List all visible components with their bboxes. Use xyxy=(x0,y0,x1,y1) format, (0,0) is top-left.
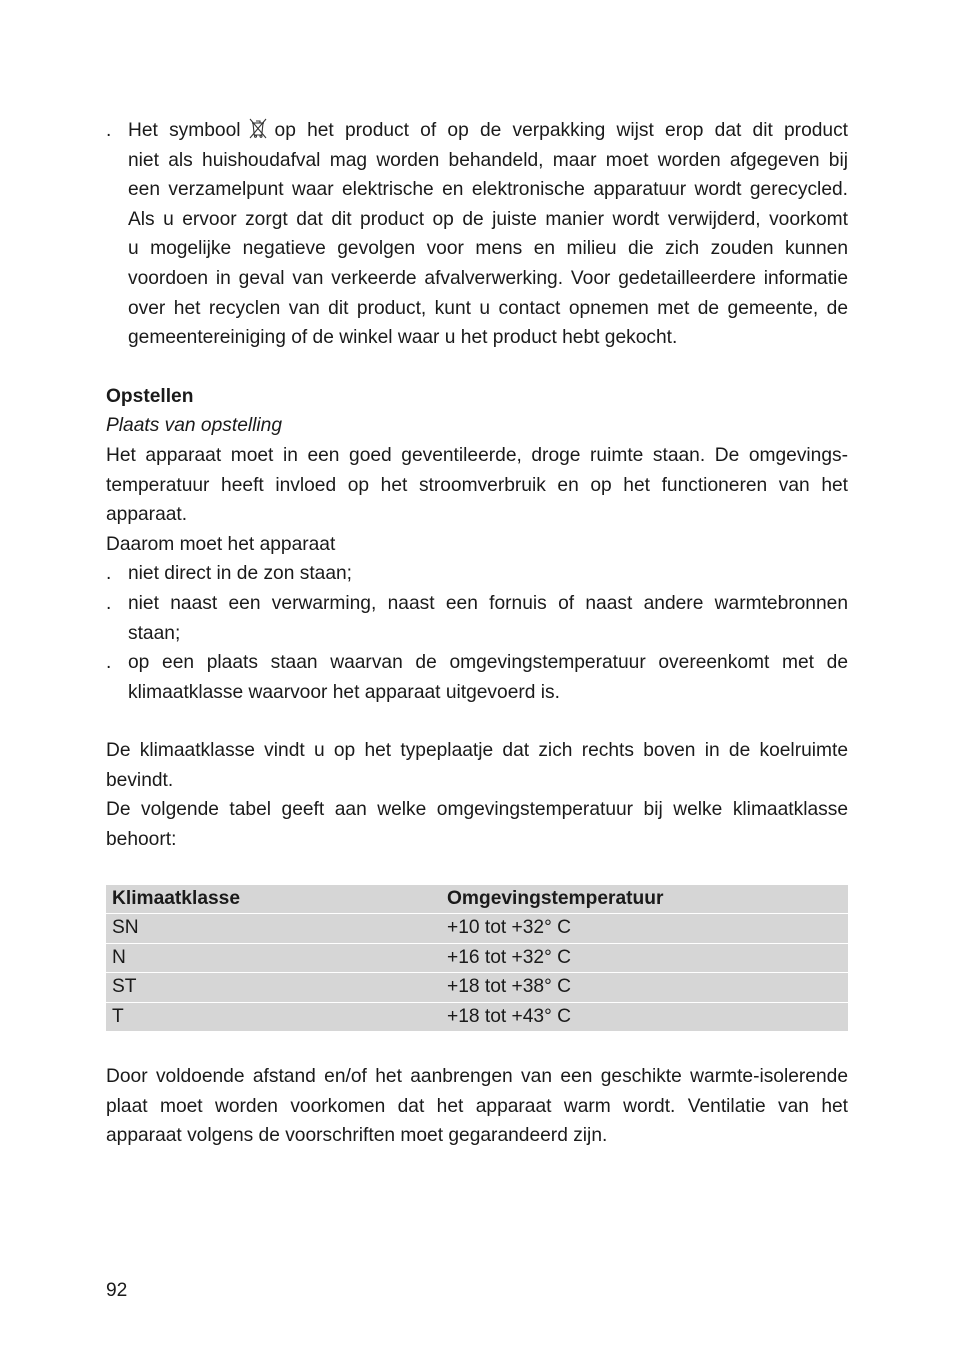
list-item xyxy=(106,589,848,648)
bullet: . xyxy=(106,592,112,614)
table-cell: T xyxy=(106,1003,447,1032)
section-heading: Opstellen xyxy=(106,385,194,407)
list-item-text: niet naast een verwarming, naast een fornuis of naast andere warmtebronnen xyxy=(128,592,848,614)
list-item-text: op een plaats staan waarvan de omgevingstemperatuur overeenkomt met de xyxy=(128,652,848,674)
closing-paragraph: Door voldoende afstand en/of het aanbrengen van een geschikte warmte-isolerende xyxy=(106,1066,848,1088)
table-row xyxy=(106,914,848,943)
table-cell: +18 tot +43° C xyxy=(447,1003,848,1032)
list-item-text: niet direct in de zon staan; xyxy=(128,563,352,585)
climate-paragraph: De klimaatklasse vindt u op het typeplaatje dat zich rechts boven in de koelruimte xyxy=(106,740,848,762)
disposal-line: voordoen in geval van verkeerde afvalverwerking. Voor gedetailleerdere informatie xyxy=(128,267,848,289)
section-subheading: Plaats van opstelling xyxy=(106,415,282,437)
table-cell: +18 tot +38° C xyxy=(447,973,848,1002)
table-cell: SN xyxy=(106,914,447,943)
list-item xyxy=(106,648,848,707)
disposal-list-item xyxy=(106,116,848,353)
disposal-line: Als u ervoor zorgt dat dit product op de juiste manier wordt verwijderd, voorkomt xyxy=(128,208,848,230)
climate-class-table xyxy=(106,884,848,1033)
disposal-line: u mogelijke negatieve gevolgen voor mens en milieu die zich zouden kunnen xyxy=(128,238,848,260)
table-row xyxy=(106,973,848,1002)
document-body xyxy=(106,116,848,1151)
closing-paragraph: plaat moet worden voorkomen dat het apparaat warm wordt. Ventilatie van het xyxy=(106,1095,848,1117)
disposal-line: een verzamelpunt waar elektrische en elektronische apparatuur wordt gerecycled. xyxy=(128,179,848,201)
list-item-text: staan; xyxy=(128,622,181,644)
disposal-line-1: Het symbool op het product of op de verpakking wijst erop dat dit product xyxy=(128,116,848,146)
disposal-line: niet als huishoudafval mag worden behandeld, maar moet worden afgegeven bij xyxy=(128,149,848,171)
table-cell: ST xyxy=(106,973,447,1002)
table-row xyxy=(106,1003,848,1032)
climate-paragraph: De volgende tabel geeft aan welke omgevingstemperatuur bij welke klimaatklasse xyxy=(106,799,848,821)
table-header: Omgevingstemperatuur xyxy=(447,885,848,914)
page-number: 92 xyxy=(106,1280,128,1301)
crossed-out-wheelie-bin-icon xyxy=(247,117,269,139)
lead-text: Daarom moet het apparaat xyxy=(106,533,336,555)
table-cell: N xyxy=(106,944,447,973)
list-item xyxy=(106,559,848,589)
list-item-text: klimaatklasse waarvoor het apparaat uitgevoerd is. xyxy=(128,681,560,703)
disposal-line: over het recyclen van dit product, kunt u contact opnemen met de gemeente, de xyxy=(128,297,848,319)
bullet: . xyxy=(106,120,112,141)
bullet: . xyxy=(106,563,112,585)
table-header-row xyxy=(106,885,848,914)
intro-line: Het apparaat moet in een goed geventileerde, droge ruimte staan. De omgevings- xyxy=(106,444,848,466)
climate-paragraph: behoort: xyxy=(106,829,177,851)
intro-line: temperatuur heeft invloed op het stroomverbruik en op het functioneren van het xyxy=(106,474,848,496)
closing-paragraph: apparaat volgens de voorschriften moet gegarandeerd zijn. xyxy=(106,1125,608,1147)
climate-paragraph: bevindt. xyxy=(106,769,174,791)
table-header: Klimaatklasse xyxy=(106,885,447,914)
disposal-line: gemeentereiniging of de winkel waar u het product hebt gekocht. xyxy=(128,327,678,349)
table-cell: +16 tot +32° C xyxy=(447,944,848,973)
bullet: . xyxy=(106,652,112,674)
table-cell: +10 tot +32° C xyxy=(447,914,848,943)
intro-line: apparaat. xyxy=(106,504,188,526)
table-row xyxy=(106,944,848,973)
